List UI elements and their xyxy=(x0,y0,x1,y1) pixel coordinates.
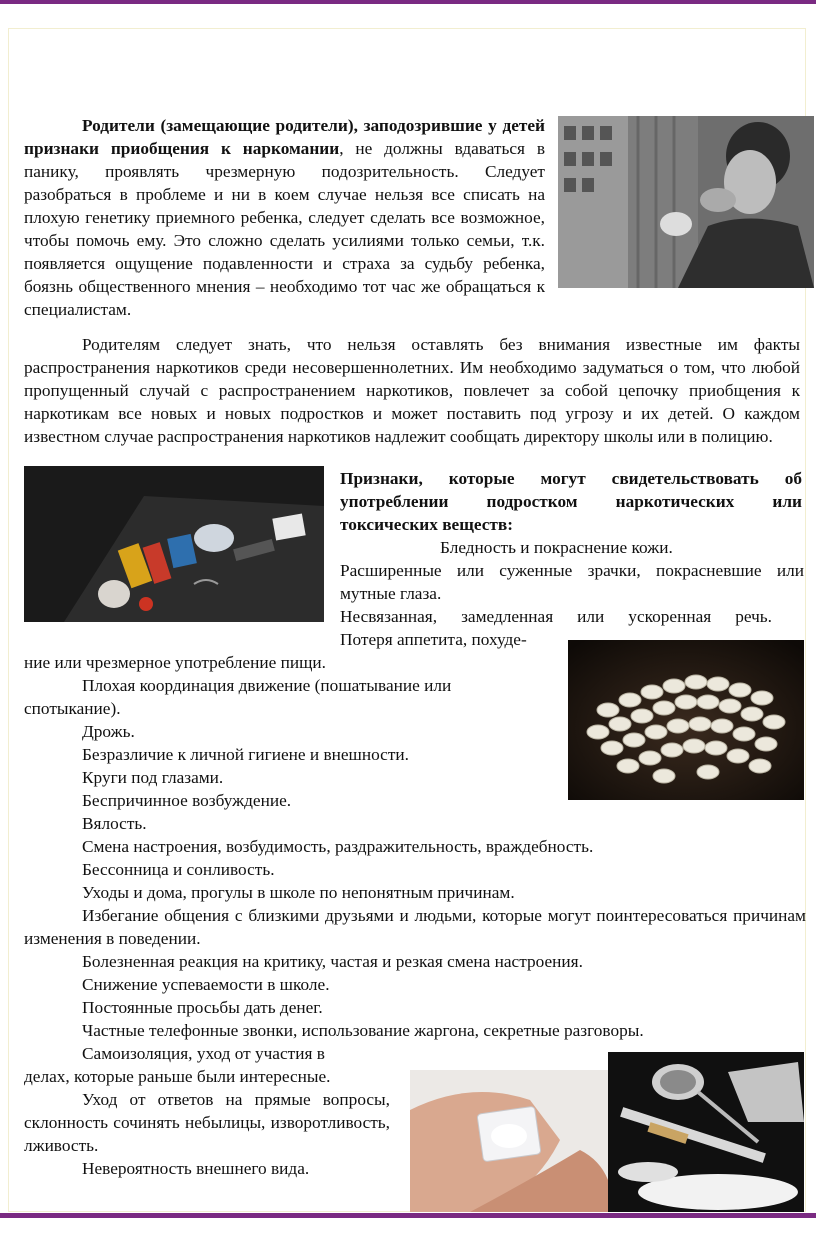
sign-item: Болезненная реакция на критику, частая и резкая смена настроения. xyxy=(82,952,583,971)
sign-item: Уходы и дома, прогулы в школе по непонятным причинам. xyxy=(82,883,515,902)
intro-lead-bold: Родители (замещающие родители), заподозрившие у детей признаки приобщения к наркомании xyxy=(24,116,545,158)
sign-item: Уход от ответов на прямые вопросы, склонность сочинять небылицы, изворотливость, лживость. xyxy=(24,1090,390,1155)
warning-paragraph: Родителям следует знать, что нельзя оставлять без внимания известные им факты распространения наркотиков среди несовершеннолетних. Им необходимо задуматься о том, что любой пропущенный случай с распространением наркотиков, повлечет за собой цепочку приобщения к наркотикам все новых и новых подростков и может поставить под угрозу и их детей. О каждом известном случае распространения наркотиков надлежит сообщать директору школы или в полицию. xyxy=(24,335,800,446)
paraphernalia-photo xyxy=(24,466,324,622)
sign-item: Невероятность внешнего вида. xyxy=(82,1159,310,1178)
sign-item: Бледность и покраснение кожи. xyxy=(440,538,673,557)
sign-item: спотыкание). xyxy=(24,699,121,718)
hands-packet-photo xyxy=(410,1070,608,1212)
bottom-accent-bar xyxy=(0,1213,816,1218)
sign-item: делах, которые раньше были интересные. xyxy=(24,1067,331,1086)
sign-item: Постоянные просьбы дать денег. xyxy=(82,998,323,1017)
sign-item: Несвязанная, замедленная или ускоренная речь. xyxy=(340,607,772,626)
sign-item: Потеря аппетита, похуде- xyxy=(340,630,527,649)
sign-item: Смена настроения, возбудимость, раздражительность, враждебность. xyxy=(82,837,594,856)
sign-item: Снижение успеваемости в школе. xyxy=(82,975,330,994)
signs-heading: Признаки, которые могут свидетельствовать об употреблении подростком наркотических или токсических веществ: xyxy=(340,469,802,534)
sign-item: Круги под глазами. xyxy=(82,768,224,787)
intro-lead-rest: , не должны вдаваться в панику, проявлять чрезмерную подозрительность. Следует разобраться в проблеме и ни в коем случае нельзя все списать на плохую генетику приемного ребенка, следует сделать все возможное, чтобы помочь ему. Это сложно сделать усилиями только семьи, т.к. появляется ощущение подавленности и страха за судьбу ребенка, боязнь общественного мнения – необходимо тот час же обращаться к специалистам. xyxy=(24,139,545,319)
pills-photo xyxy=(568,640,804,800)
teen-smoking-photo xyxy=(558,116,814,288)
sign-item: Вялость. xyxy=(82,814,147,833)
sign-item: Беспричинное возбуждение. xyxy=(82,791,292,810)
intro-paragraph xyxy=(24,114,545,321)
syringe-photo xyxy=(608,1052,804,1212)
sign-item: Избегание общения с близкими друзьями и людьми, которые могут поинтересоваться причинам изменения в поведении. xyxy=(24,906,806,948)
top-accent-bar xyxy=(0,0,816,4)
sign-item: Плохая координация движение (пошатывание или xyxy=(82,676,452,695)
sign-item: Безразличие к личной гигиене и внешности. xyxy=(82,745,409,764)
sign-item: Самоизоляция, уход от участия в xyxy=(82,1044,325,1063)
sign-item: ние или чрезмерное употребление пищи. xyxy=(24,653,326,672)
sign-item: Дрожь. xyxy=(82,722,135,741)
sign-item: Бессонница и сонливость. xyxy=(82,860,275,879)
sign-item: Расширенные или суженные зрачки, покрасневшие или мутные глаза. xyxy=(340,561,804,603)
sign-item: Частные телефонные звонки, использование жаргона, секретные разговоры. xyxy=(82,1021,644,1040)
